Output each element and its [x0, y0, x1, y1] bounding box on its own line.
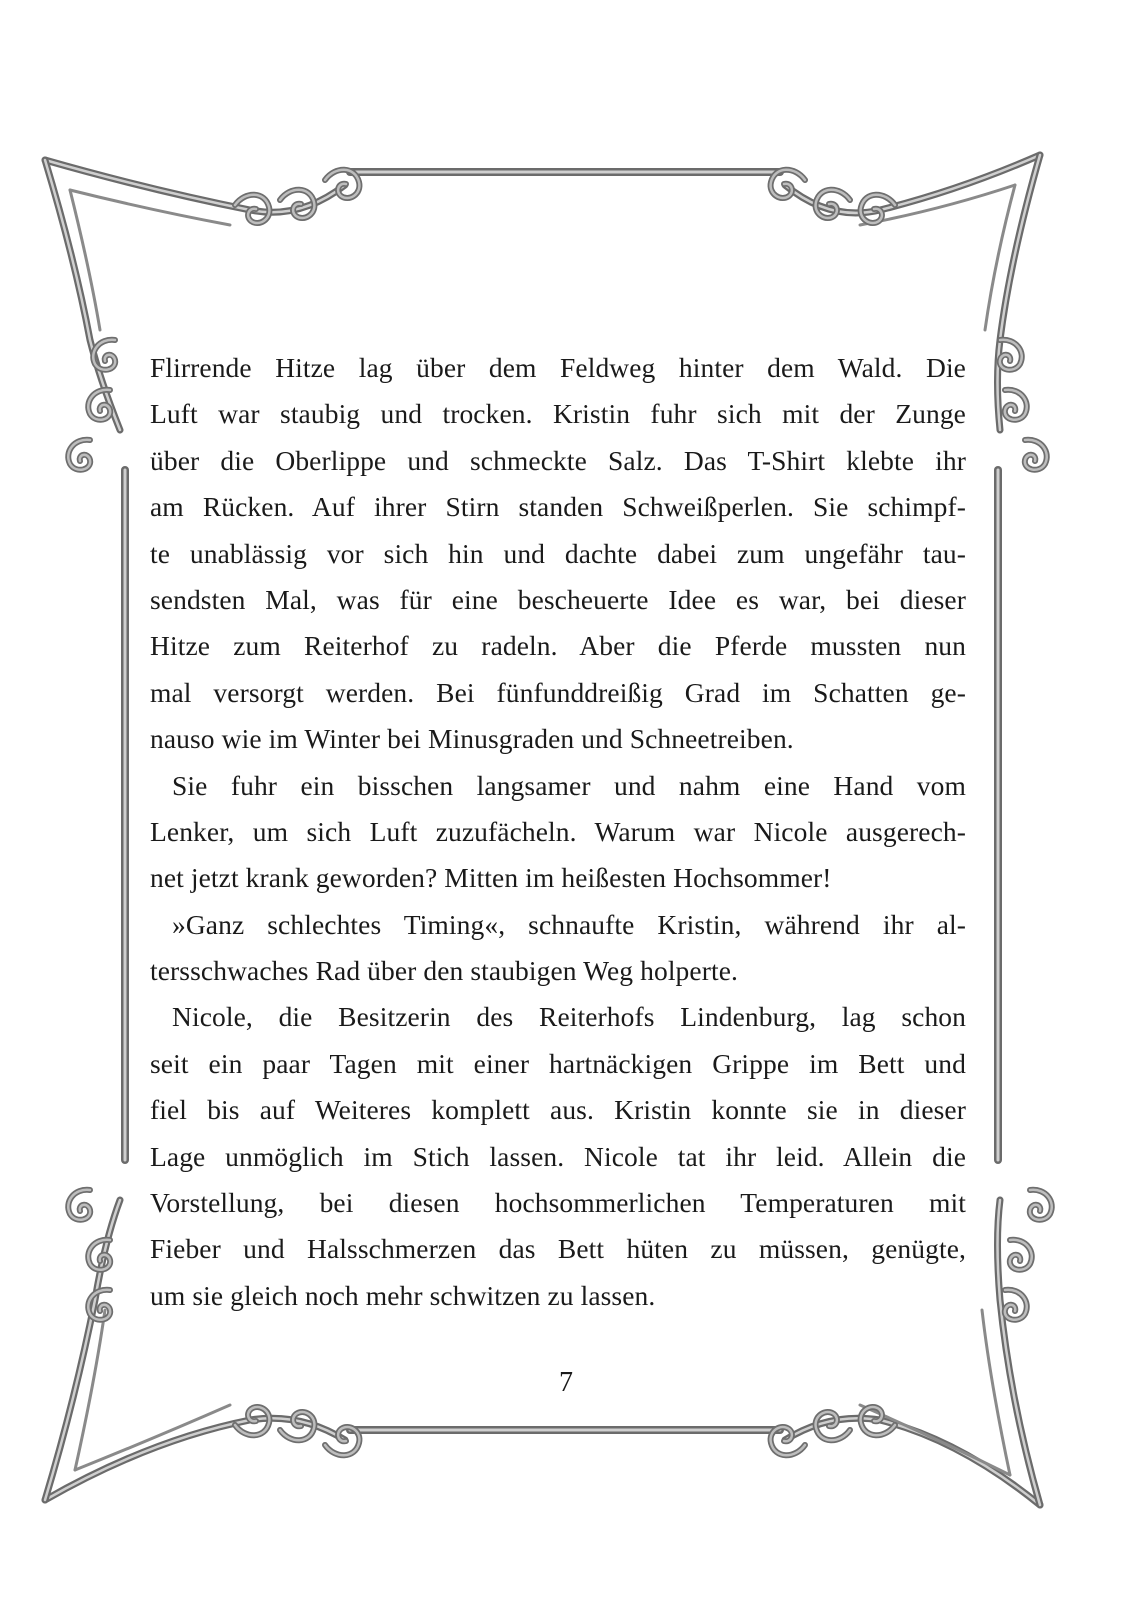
text-line: fiel bis auf Weiteres komplett aus. Kristin konnte sie in dieser	[150, 1094, 966, 1126]
text-line: über die Oberlippe und schmeckte Salz. Das T-Shirt klebte ihr	[150, 444, 966, 476]
text-line: Vorstellung, bei diesen hochsommerlichen Temperaturen mit	[150, 1187, 966, 1219]
text-line: Fieber und Halsschmerzen das Bett hüten zu müssen, genügte,	[150, 1233, 966, 1265]
text-line: Hitze zum Reiterhof zu radeln. Aber die Pferde mussten nun	[150, 630, 966, 662]
text-line: Lage unmöglich im Stich lassen. Nicole tat ihr leid. Allein die	[150, 1140, 966, 1172]
text-line: sendsten Mal, was für eine bescheuerte Idee es war, bei dieser	[150, 583, 966, 615]
paragraph	[150, 994, 966, 1319]
paragraph	[150, 345, 966, 763]
paragraph	[150, 902, 966, 995]
text-line: am Rücken. Auf ihrer Stirn standen Schweißperlen. Sie schimpf-	[150, 491, 966, 523]
text-line: nauso wie im Winter bei Minusgraden und Schneetreiben.	[150, 723, 794, 755]
text-line: Flirrende Hitze lag über dem Feldweg hinter dem Wald. Die	[150, 352, 966, 383]
text-line: Lenker, um sich Luft zuzufächeln. Warum war Nicole ausgerech-	[150, 815, 966, 847]
text-line: te unablässig vor sich hin und dachte dabei zum ungefähr tau-	[150, 537, 966, 569]
text-line: »Ganz schlechtes Timing«, schnaufte Kristin, während ihr al-	[172, 908, 966, 940]
text-line: Luft war staubig und trocken. Kristin fuhr sich mit der Zunge	[150, 398, 966, 430]
paragraph	[150, 763, 966, 902]
text-line: um sie gleich noch mehr schwitzen zu lassen.	[150, 1279, 656, 1311]
text-line: net jetzt krank geworden? Mitten im heißesten Hochsommer!	[150, 862, 832, 894]
text-line: Nicole, die Besitzerin des Reiterhofs Lindenburg, lag schon	[172, 1001, 966, 1033]
text-line: Sie fuhr ein bisschen langsamer und nahm eine Hand vom	[172, 769, 966, 801]
body-text	[150, 345, 966, 1319]
text-line: seit ein paar Tagen mit einer hartnäckigen Grippe im Bett und	[150, 1047, 966, 1079]
text-line: tersschwaches Rad über den staubigen Weg holperte.	[150, 955, 738, 987]
page-number: 7	[559, 1367, 573, 1398]
text-line: mal versorgt werden. Bei fünfunddreißig Grad im Schatten ge-	[150, 676, 966, 708]
